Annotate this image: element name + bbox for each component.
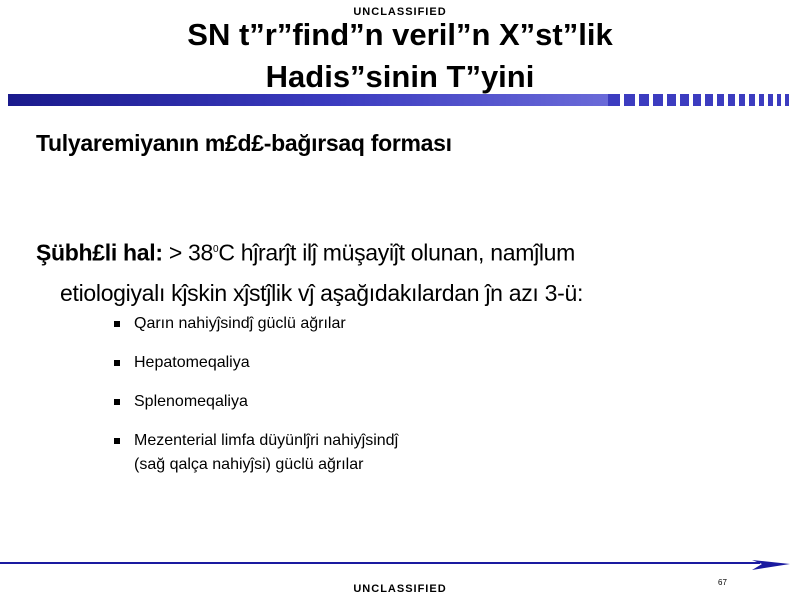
list-item xyxy=(112,429,672,477)
paragraph-line-1-rest: C hĵrarĵt ilĵ müşayiĵt olunan, namĵlum xyxy=(218,239,576,266)
list-item-text: Qarın nahiyĵsindĵ güclü ağrılar xyxy=(134,315,346,332)
slide-title xyxy=(0,14,800,98)
suspected-case-label: Şübh£li hal: xyxy=(36,239,163,266)
list-item-text: Mezenterial limfa düyünlĵri nahiyĵsindĵ xyxy=(134,432,399,449)
classification-top: UNCLASSIFIED xyxy=(353,6,447,18)
page-number: 67 xyxy=(718,578,727,587)
list-item xyxy=(112,390,672,414)
bullet-square-icon xyxy=(114,438,120,444)
degree-superscript: 0 xyxy=(213,244,219,255)
slide-subtitle: Tulyaremiyanın m£d£-bağırsaq forması xyxy=(36,130,452,156)
bullet-square-icon xyxy=(114,399,120,405)
list-item-text-line-2: (sağ qalça nahiyĵsi) güclü ağrılar xyxy=(134,456,364,473)
bullet-square-icon xyxy=(114,360,120,366)
paragraph-line-2: etiologiyalı kĵskin xĵstĵlik vĵ aşağıdakılardan ĵn azı 3-ü: xyxy=(60,279,584,306)
suspected-case-paragraph xyxy=(36,230,776,313)
slide-title-line-1: SN t”r”find”n veril”n X”st”lik xyxy=(187,17,613,52)
slide-title-line-2: Hadis”sinin T”yini xyxy=(265,59,535,94)
list-item xyxy=(112,351,672,375)
bullet-square-icon xyxy=(114,321,120,327)
paragraph-line-1 xyxy=(36,230,776,273)
temperature-prefix: > 38 xyxy=(162,239,214,266)
footer-line-arrow-icon xyxy=(0,560,800,580)
classification-bottom: UNCLASSIFIED xyxy=(353,583,447,595)
title-gradient-bar xyxy=(8,94,794,106)
list-item-text: Splenomeqaliya xyxy=(134,393,248,410)
list-item xyxy=(112,312,672,336)
symptom-list xyxy=(112,312,672,492)
list-item-text: Hepatomeqaliya xyxy=(134,354,250,371)
